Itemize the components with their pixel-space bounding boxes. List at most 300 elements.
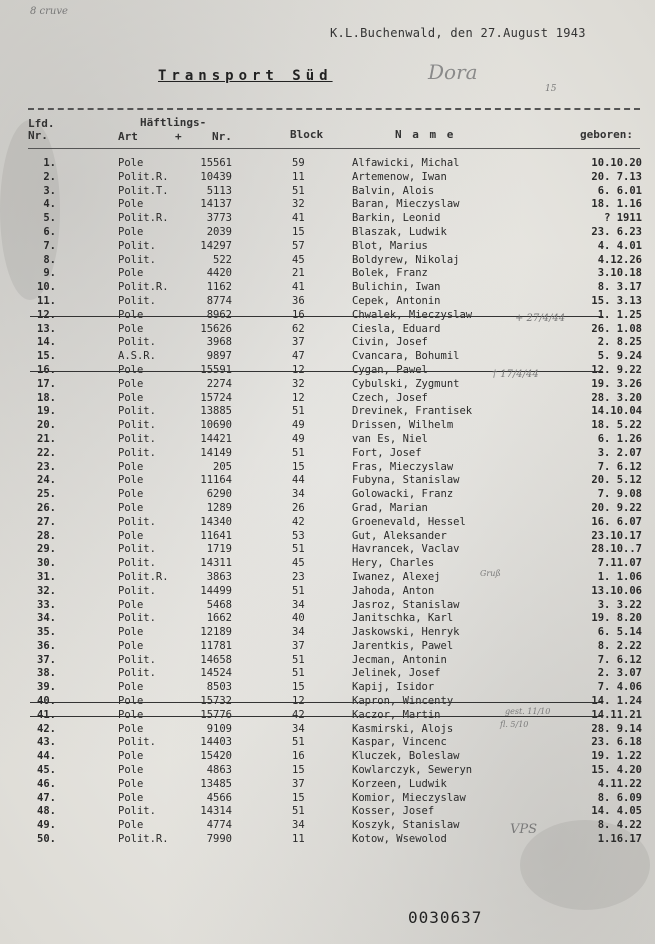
prisoner-category: Pole (118, 501, 144, 514)
prisoner-category: Pole (118, 750, 144, 763)
block-number: 42 (292, 515, 305, 528)
list-row (0, 571, 655, 585)
prisoner-name: Bolek, Franz (352, 267, 428, 280)
birth-date: 8. 4.22 (597, 819, 642, 832)
prisoner-number: 15420 (200, 750, 232, 763)
block-number: 15 (292, 681, 305, 694)
row-number: 44. (37, 750, 56, 763)
column-name: N a m e (395, 128, 456, 141)
block-number: 41 (292, 212, 305, 225)
birth-date: 19. 3.26 (591, 377, 642, 390)
list-row (0, 171, 655, 185)
birth-date: 8. 2.22 (597, 639, 642, 652)
handwritten-title-note: Dora (428, 60, 478, 84)
prisoner-name: Artemenow, Iwan (352, 170, 447, 183)
prisoner-category: Polit.T. (118, 184, 169, 197)
prisoner-name: Korzeen, Ludwik (352, 777, 447, 790)
birth-date: ? 1911 (604, 212, 642, 225)
birth-date: 19. 1.22 (591, 750, 642, 763)
block-number: 49 (292, 432, 305, 445)
prisoner-name: Groenevald, Hessel (352, 515, 466, 528)
block-number: 62 (292, 322, 305, 335)
birth-date: 7. 6.12 (597, 460, 642, 473)
block-number: 45 (292, 557, 305, 570)
list-row (0, 626, 655, 640)
list-row (0, 461, 655, 475)
birth-date: 4.11.22 (597, 777, 642, 790)
list-row (0, 819, 655, 833)
prisoner-name: Drissen, Wilhelm (352, 419, 454, 432)
prisoner-name: Kasmirski, Alojs (352, 722, 454, 735)
list-row (0, 350, 655, 364)
margin-note: + 27/4/44 (515, 313, 566, 324)
prisoner-category: Pole (118, 791, 144, 804)
prisoner-category: Polit.R. (118, 833, 169, 846)
row-number: 35. (37, 626, 56, 639)
prisoner-category: Pole (118, 598, 144, 611)
prisoner-number: 1719 (206, 543, 232, 556)
birth-date: 12. 9.22 (591, 363, 642, 376)
prisoner-number: 14499 (200, 584, 232, 597)
block-number: 15 (292, 225, 305, 238)
prisoner-category: Polit.R. (118, 570, 169, 583)
row-number: 12. (37, 308, 56, 321)
birth-date: 26. 1.08 (591, 322, 642, 335)
prisoner-number: 1289 (206, 501, 232, 514)
birth-date: 20. 9.22 (591, 501, 642, 514)
prisoner-name: Cygan, Pawel (352, 363, 428, 376)
list-row (0, 530, 655, 544)
prisoner-number: 6290 (206, 488, 232, 501)
block-number: 51 (292, 405, 305, 418)
row-number: 29. (37, 543, 56, 556)
row-number: 40. (37, 695, 56, 708)
prisoner-number: 15732 (200, 695, 232, 708)
prisoner-name: Drevinek, Frantisek (352, 405, 473, 418)
prisoner-number: 14403 (200, 736, 232, 749)
block-number: 51 (292, 667, 305, 680)
list-row (0, 254, 655, 268)
prisoner-name: Kotow, Wsewolod (352, 833, 447, 846)
list-row (0, 805, 655, 819)
row-number: 21. (37, 432, 56, 445)
prisoner-name: Bulichin, Iwan (352, 281, 441, 294)
prisoner-name: Hery, Charles (352, 557, 435, 570)
block-number: 34 (292, 626, 305, 639)
row-number: 14. (37, 336, 56, 349)
prisoner-number: 4566 (206, 791, 232, 804)
block-number: 15 (292, 460, 305, 473)
list-row (0, 212, 655, 226)
block-number: 51 (292, 653, 305, 666)
block-number: 11 (292, 170, 305, 183)
prisoner-category: Polit. (118, 736, 156, 749)
prisoner-name: Cvancara, Bohumil (352, 350, 460, 363)
prisoner-name: Civin, Josef (352, 336, 428, 349)
prisoner-name: Kapij, Isidor (352, 681, 435, 694)
prisoner-number: 9109 (206, 722, 232, 735)
birth-date: 5. 9.24 (597, 350, 642, 363)
row-number: 23. (37, 460, 56, 473)
birth-date: 7. 6.12 (597, 653, 642, 666)
row-number: 31. (37, 570, 56, 583)
list-row (0, 750, 655, 764)
row-number: 13. (37, 322, 56, 335)
prisoner-category: Pole (118, 639, 144, 652)
list-row (0, 240, 655, 254)
column-block: Block (290, 128, 324, 141)
block-number: 42 (292, 708, 305, 721)
row-number: 33. (37, 598, 56, 611)
block-number: 59 (292, 157, 305, 169)
list-row (0, 599, 655, 613)
row-number: 20. (37, 419, 56, 432)
prisoner-number: 3863 (206, 570, 232, 583)
block-number: 15 (292, 764, 305, 777)
prisoner-name: Chwalek, Mieczyslaw (352, 308, 473, 321)
prisoner-number: 522 (213, 253, 232, 266)
column-nr: Nr. (212, 130, 232, 143)
block-number: 11 (292, 833, 305, 846)
prisoner-name: Blot, Marius (352, 239, 428, 252)
birth-date: 3.10.18 (597, 267, 642, 280)
birth-date: 15. 3.13 (591, 294, 642, 307)
prisoner-category: Polit. (118, 253, 156, 266)
block-number: 34 (292, 488, 305, 501)
prisoner-number: 14421 (200, 432, 232, 445)
block-number: 34 (292, 819, 305, 832)
list-row (0, 502, 655, 516)
prisoner-number: 5113 (206, 184, 232, 197)
row-number: 45. (37, 764, 56, 777)
birth-date: 1. 1.06 (597, 570, 642, 583)
birth-date: 3. 3.22 (597, 598, 642, 611)
page-number: 15 (545, 84, 557, 94)
prisoner-name: Jecman, Antonin (352, 653, 447, 666)
block-number: 12 (292, 391, 305, 404)
prisoner-name: Gut, Aleksander (352, 529, 447, 542)
list-row (0, 612, 655, 626)
prisoner-category: Pole (118, 377, 144, 390)
block-number: 51 (292, 584, 305, 597)
row-number: 4. (43, 198, 56, 211)
prisoner-category: A.S.R. (118, 350, 156, 363)
prisoner-list (0, 157, 655, 847)
margin-note: Gruß (480, 569, 501, 578)
birth-date: 13.10.06 (591, 584, 642, 597)
prisoner-name: van Es, Niel (352, 432, 428, 445)
prisoner-category: Polit. (118, 294, 156, 307)
prisoner-number: 14314 (200, 805, 232, 818)
prisoner-name: Jaskowski, Henryk (352, 626, 460, 639)
prisoner-number: 4774 (206, 819, 232, 832)
margin-note: fl. 5/10 (500, 720, 529, 729)
prisoner-name: Fubyna, Stanislaw (352, 474, 460, 487)
corner-note: 8 cruve (30, 6, 68, 17)
row-number: 19. (37, 405, 56, 418)
block-number: 15 (292, 791, 305, 804)
column-art: Art (118, 130, 138, 143)
margin-note: † 17/4/44 (492, 369, 539, 380)
list-row (0, 585, 655, 599)
row-number: 9. (43, 267, 56, 280)
prisoner-name: Janitschka, Karl (352, 612, 454, 625)
birth-date: 14. 1.24 (591, 695, 642, 708)
block-number: 16 (292, 308, 305, 321)
prisoner-category: Pole (118, 198, 144, 211)
prisoner-category: Polit. (118, 405, 156, 418)
row-number: 26. (37, 501, 56, 514)
document-title: Transport Süd (158, 68, 333, 84)
birth-date: 6. 1.26 (597, 432, 642, 445)
list-row (0, 378, 655, 392)
prisoner-name: Kapron, Wincenty (352, 695, 454, 708)
birth-date: 4.12.26 (597, 253, 642, 266)
list-row (0, 392, 655, 406)
row-number: 11. (37, 294, 56, 307)
prisoner-category: Polit. (118, 419, 156, 432)
block-number: 12 (292, 695, 305, 708)
list-row (0, 681, 655, 695)
row-number: 3. (43, 184, 56, 197)
prisoner-number: 8774 (206, 294, 232, 307)
block-number: 51 (292, 543, 305, 556)
prisoner-name: Koszyk, Stanislaw (352, 819, 460, 832)
prisoner-number: 14297 (200, 239, 232, 252)
row-number: 10. (37, 281, 56, 294)
row-number: 1. (43, 157, 56, 169)
birth-date: 28. 9.14 (591, 722, 642, 735)
column-plus-mark: + (175, 130, 182, 143)
prisoner-name: Jahoda, Anton (352, 584, 435, 597)
block-number: 37 (292, 777, 305, 790)
row-number: 6. (43, 225, 56, 238)
row-number: 37. (37, 653, 56, 666)
row-number: 34. (37, 612, 56, 625)
prisoner-name: Kowlarczyk, Seweryn (352, 764, 473, 777)
birth-date: 23. 6.23 (591, 225, 642, 238)
prisoner-number: 3968 (206, 336, 232, 349)
column-lfd-nr: Lfd. Nr. (28, 117, 55, 142)
birth-date: 1.16.17 (597, 833, 642, 846)
prisoner-category: Pole (118, 225, 144, 238)
prisoner-name: Kosser, Josef (352, 805, 435, 818)
prisoner-category: Pole (118, 322, 144, 335)
row-number: 47. (37, 791, 56, 804)
birth-date: 10.10.20 (591, 157, 642, 169)
prisoner-category: Polit. (118, 432, 156, 445)
prisoner-category: Pole (118, 764, 144, 777)
prisoner-category: Pole (118, 391, 144, 404)
prisoner-name: Blaszak, Ludwik (352, 225, 447, 238)
row-number: 46. (37, 777, 56, 790)
prisoner-category: Pole (118, 819, 144, 832)
prisoner-number: 8962 (206, 308, 232, 321)
prisoner-name: Kaspar, Vincenc (352, 736, 447, 749)
prisoner-number: 14340 (200, 515, 232, 528)
list-row (0, 695, 655, 709)
birth-date: 7.11.07 (597, 557, 642, 570)
birth-date: 28. 3.20 (591, 391, 642, 404)
list-row (0, 433, 655, 447)
prisoner-category: Polit.R. (118, 212, 169, 225)
list-row (0, 516, 655, 530)
birth-date: 2. 8.25 (597, 336, 642, 349)
block-number: 51 (292, 446, 305, 459)
prisoner-name: Czech, Josef (352, 391, 428, 404)
column-geboren: geboren: (580, 128, 633, 141)
prisoner-number: 1662 (206, 612, 232, 625)
prisoner-category: Polit. (118, 612, 156, 625)
row-number: 7. (43, 239, 56, 252)
prisoner-category: Polit. (118, 653, 156, 666)
birth-date: 19. 8.20 (591, 612, 642, 625)
list-row (0, 198, 655, 212)
margin-note: gest. 11/10 (505, 707, 551, 716)
prisoner-category: Pole (118, 626, 144, 639)
block-number: 36 (292, 294, 305, 307)
birth-date: 14. 4.05 (591, 805, 642, 818)
prisoner-name: Cepek, Antonin (352, 294, 441, 307)
prisoner-category: Pole (118, 308, 144, 321)
prisoner-category: Pole (118, 157, 144, 169)
birth-date: 7. 9.08 (597, 488, 642, 501)
prisoner-name: Grad, Marian (352, 501, 428, 514)
prisoner-name: Ciesla, Eduard (352, 322, 441, 335)
list-row (0, 764, 655, 778)
prisoner-name: Alfawicki, Michal (352, 157, 460, 169)
row-number: 5. (43, 212, 56, 225)
archive-stamp-number: 0030637 (408, 908, 483, 927)
block-number: 21 (292, 267, 305, 280)
header-rule-top (28, 108, 640, 110)
list-row (0, 654, 655, 668)
prisoner-name: Fras, Mieczyslaw (352, 460, 454, 473)
list-row (0, 295, 655, 309)
prisoner-number: 9897 (206, 350, 232, 363)
prisoner-category: Pole (118, 488, 144, 501)
row-number: 39. (37, 681, 56, 694)
prisoner-number: 10439 (200, 170, 232, 183)
prisoner-category: Pole (118, 777, 144, 790)
prisoner-name: Balvin, Alois (352, 184, 435, 197)
prisoner-category: Polit.R. (118, 281, 169, 294)
prisoner-category: Polit. (118, 667, 156, 680)
row-number: 32. (37, 584, 56, 597)
list-row (0, 336, 655, 350)
prisoner-name: Kaczor, Martin (352, 708, 441, 721)
prisoner-category: Polit. (118, 446, 156, 459)
row-number: 38. (37, 667, 56, 680)
prisoner-category: Polit. (118, 336, 156, 349)
list-row (0, 833, 655, 847)
prisoner-category: Polit. (118, 543, 156, 556)
birth-date: 14.10.04 (591, 405, 642, 418)
margin-note: VPS (510, 822, 538, 837)
birth-date: 2. 3.07 (597, 667, 642, 680)
row-number: 28. (37, 529, 56, 542)
birth-date: 20. 5.12 (591, 474, 642, 487)
row-number: 42. (37, 722, 56, 735)
row-number: 24. (37, 474, 56, 487)
prisoner-number: 205 (213, 460, 232, 473)
prisoner-category: Pole (118, 695, 144, 708)
prisoner-number: 2274 (206, 377, 232, 390)
list-row (0, 709, 655, 723)
row-number: 48. (37, 805, 56, 818)
list-row (0, 185, 655, 199)
block-number: 23 (292, 570, 305, 583)
row-number: 17. (37, 377, 56, 390)
list-row (0, 405, 655, 419)
block-number: 32 (292, 198, 305, 211)
row-number: 15. (37, 350, 56, 363)
block-number: 47 (292, 350, 305, 363)
prisoner-name: Baran, Mieczyslaw (352, 198, 460, 211)
row-number: 43. (37, 736, 56, 749)
prisoner-category: Pole (118, 722, 144, 735)
list-row (0, 640, 655, 654)
column-haeftlings: Häftlings- (140, 116, 207, 129)
birth-date: 16. 6.07 (591, 515, 642, 528)
birth-date: 3. 2.07 (597, 446, 642, 459)
prisoner-name: Jelinek, Josef (352, 667, 441, 680)
row-number: 30. (37, 557, 56, 570)
prisoner-number: 12189 (200, 626, 232, 639)
list-row (0, 281, 655, 295)
row-number: 8. (43, 253, 56, 266)
prisoner-name: Fort, Josef (352, 446, 422, 459)
prisoner-number: 8503 (206, 681, 232, 694)
prisoner-number: 14658 (200, 653, 232, 666)
block-number: 45 (292, 253, 305, 266)
prisoner-name: Havrancek, Vaclav (352, 543, 460, 556)
prisoner-number: 4863 (206, 764, 232, 777)
prisoner-number: 15776 (200, 708, 232, 721)
list-row (0, 723, 655, 737)
birth-date: 28.10..7 (591, 543, 642, 556)
prisoner-category: Polit. (118, 557, 156, 570)
prisoner-number: 14311 (200, 557, 232, 570)
prisoner-name: Iwanez, Alexej (352, 570, 441, 583)
block-number: 51 (292, 736, 305, 749)
block-number: 53 (292, 529, 305, 542)
document-header: K.L.Buchenwald, den 27.August 1943 (330, 26, 586, 40)
prisoner-name: Komior, Mieczyslaw (352, 791, 466, 804)
prisoner-number: 13885 (200, 405, 232, 418)
prisoner-number: 13485 (200, 777, 232, 790)
prisoner-category: Polit. (118, 239, 156, 252)
list-row (0, 557, 655, 571)
birth-date: 6. 6.01 (597, 184, 642, 197)
row-number: 25. (37, 488, 56, 501)
prisoner-number: 15626 (200, 322, 232, 335)
prisoner-name: Golowacki, Franz (352, 488, 454, 501)
list-row (0, 667, 655, 681)
birth-date: 20. 7.13 (591, 170, 642, 183)
prisoner-number: 2039 (206, 225, 232, 238)
list-row (0, 736, 655, 750)
prisoner-category: Polit. (118, 584, 156, 597)
birth-date: 7. 4.06 (597, 681, 642, 694)
row-number: 50. (37, 833, 56, 846)
prisoner-number: 5468 (206, 598, 232, 611)
block-number: 34 (292, 598, 305, 611)
list-row (0, 267, 655, 281)
prisoner-category: Polit. (118, 515, 156, 528)
prisoner-number: 14137 (200, 198, 232, 211)
list-row (0, 543, 655, 557)
